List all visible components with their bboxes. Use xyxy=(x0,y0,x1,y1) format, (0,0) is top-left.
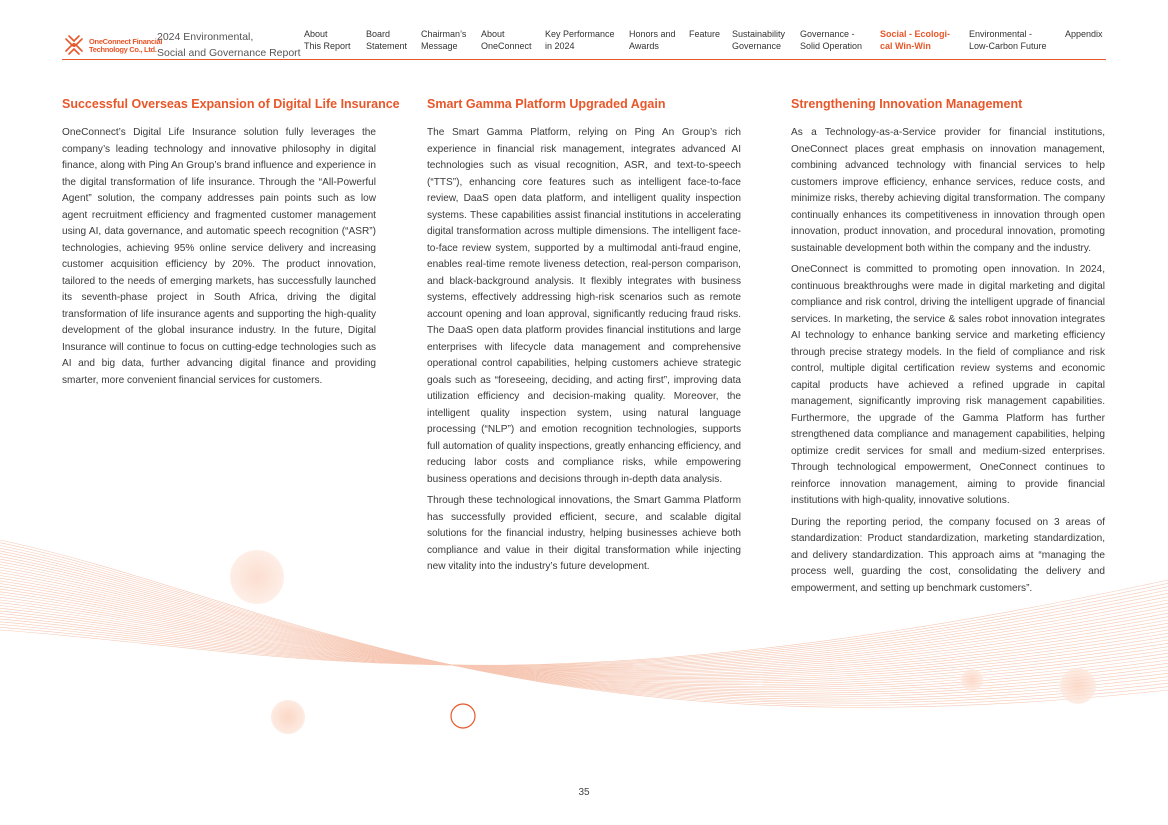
nav-feature[interactable]: Feature xyxy=(689,29,721,39)
wave-line xyxy=(0,595,1168,674)
section-paragraph: OneConnect’s Digital Life Insurance solution fully leverages the company’s leading technology and innovative philosophy in digital finance, along with Ping An Group’s brand influence and experience in the digital transformation of life insurance. Through the “All-Powerful Agent” solution, the company addresses pain points such as low agent recruitment efficiency and fragmented customer management using AI, data governance, and automatic speech recognition (“ASR”) technologies, achieving 95% online service delivery and increasing customer acquisition efficiency by 20%. The product innovation, tailored to the needs of emerging markets, has successfully launched its seventh-phase project in South Africa, driving the digital transformation of life insurance agents and supporting the high-quality development of the global insurance industry. In the future, Digital Insurance will continue to focus on cutting-edge technologies such as AI and big data, further advancing digital finance and providing smarter, more convenient financial services for customers. xyxy=(62,127,376,386)
logo-text: OneConnect Financial Technology Co., Ltd. xyxy=(89,37,163,54)
section-paragraph: The Smart Gamma Platform, relying on Ping An Group’s rich experience in financial risk management, integrates advanced AI technologies such as visual recognition, ASR, and text-to-speech (“TTS”), enhancing core features such as intelligent face-to-face review, DaaS open data platform, and intelligent quality inspection systems. These capabilities assist financial institutions in accelerating digital transformation across multiple dimensions. The intelligent face-to-face review system, supported by a multimodal anti-fraud engine, enables real-time remote liveness detection, real-person comparison, and black-background analysis. It flexibly integrates with business systems, effectively addressing high-risk scenarios such as remote account opening and loan approval, significantly reducing fraud risks. The DaaS open data platform provides financial institutions and large enterprises with lifecycle data management and comprehensive operational control capabilities, helping customers achieve strategic goals such as “foreseeing, deciding, and acting first”, improving data utilization efficiency and decision-making quality. Moreover, the intelligent quality inspection system, using natural language processing (“NLP”) and emotion recognition technologies, supports full automation of quality inspections, greatly enhancing efficiency, and reducing labor costs and compliance risks, while empowering business operations and decisions through in-depth data analysis. xyxy=(427,127,741,485)
section-paragraph: During the reporting period, the company focused on 3 areas of standardization: Product standardization, marketing standardization, and delivery standardization. This approach aims at “managing the process well, guarding the cost, consolidating the delivery and empowerment, and setting up benchmark customers”. xyxy=(791,516,1105,594)
section-paragraph: Through these technological innovations, the Smart Gamma Platform has successfully provided efficient, secure, and scalable digital solutions for the financial industry, helping businesses achieve both compliance and value in their digital transformation while injecting new vitality into the industry’s future development. xyxy=(427,495,741,572)
deco-dot-1 xyxy=(230,550,284,604)
wave-line xyxy=(0,606,1168,670)
oneconnect-logo xyxy=(62,33,163,57)
nav-sustainability-governance[interactable]: Sustainability Governance xyxy=(732,29,786,51)
wave-line xyxy=(0,603,1168,668)
deco-dot-4 xyxy=(1060,668,1096,704)
deco-dot-3 xyxy=(961,669,983,691)
nav-honors-awards[interactable]: Honors and Awards xyxy=(629,29,676,51)
section-title: Successful Overseas Expansion of Digital Life Insurance xyxy=(62,97,400,111)
nav-social-active[interactable]: Social - Ecologi- cal Win-Win xyxy=(880,29,951,51)
deco-dot-2 xyxy=(271,700,305,734)
wave-line xyxy=(0,589,1168,676)
section-smart-gamma xyxy=(427,96,741,581)
page-number: 35 xyxy=(578,787,590,798)
section-title: Strengthening Innovation Management xyxy=(791,97,1023,111)
nav-about-this-report[interactable]: About This Report xyxy=(304,29,351,51)
wave-line xyxy=(0,607,1168,669)
section-digital-life-insurance xyxy=(62,96,400,394)
wave-line xyxy=(0,597,1168,667)
wave-line xyxy=(0,593,1168,666)
section-paragraph: As a Technology-as-a-Service provider for financial institutions, OneConnect places great emphasis on innovation management, combining advanced technology with financial services to help customers improve efficiency, enhance services, reduce costs, and minimize risks, thereby achieving digital transformation. The company continually enhances its competitiveness in innovation through open innovation, product innovation, and procedural innovation, promoting sustainable development both within the company and the industry. xyxy=(791,127,1105,254)
nav-key-performance[interactable]: Key Performance in 2024 xyxy=(545,29,615,51)
oneconnect-logo-icon xyxy=(62,33,86,57)
section-title: Smart Gamma Platform Upgraded Again xyxy=(427,97,666,111)
wave-line xyxy=(0,597,1168,672)
nav-chairmans-message[interactable]: Chairman’s Message xyxy=(421,29,467,51)
section-innovation-management xyxy=(791,96,1105,602)
header-divider xyxy=(62,59,1106,60)
nav-about-oneconnect[interactable]: About OneConnect xyxy=(481,29,532,51)
section-paragraph: OneConnect is committed to promoting open innovation. In 2024, continuous breakthroughs were made in digital marketing and digital compliance and risk control, driving the intelligent upgrade of financial services. In marketing, the service & sales robot innovation integrates AI technology to enhance banking service and marketing efficiency through precise strategy models. In the field of compliance and risk control, multiple digital certification review systems and economic capital products have achieved a refined upgrade in capital management, significantly improving risk management capabilities. Furthermore, the upgrade of the Gamma Platform has further strengthened data compliance and management capabilities, helping optimize credit services for small and medium-sized enterprises. Through technological empowerment, OneConnect continues to reinforce innovation management, aiming to provide financial institutions with high-quality, innovative solutions. xyxy=(791,264,1105,506)
nav-board-statement[interactable]: Board Statement xyxy=(366,29,408,51)
deco-ring xyxy=(451,704,475,728)
wave-line xyxy=(0,592,1168,675)
nav-environmental[interactable]: Environmental - Low-Carbon Future xyxy=(969,29,1047,51)
page-header xyxy=(62,28,1106,60)
wave-line xyxy=(0,600,1168,672)
nav-appendix[interactable]: Appendix xyxy=(1065,29,1103,39)
wave-line xyxy=(0,600,1168,668)
wave-line xyxy=(0,603,1168,671)
report-title: 2024 Environmental, Social and Governance Report xyxy=(157,31,301,59)
nav-governance[interactable]: Governance - Solid Operation xyxy=(800,29,863,51)
